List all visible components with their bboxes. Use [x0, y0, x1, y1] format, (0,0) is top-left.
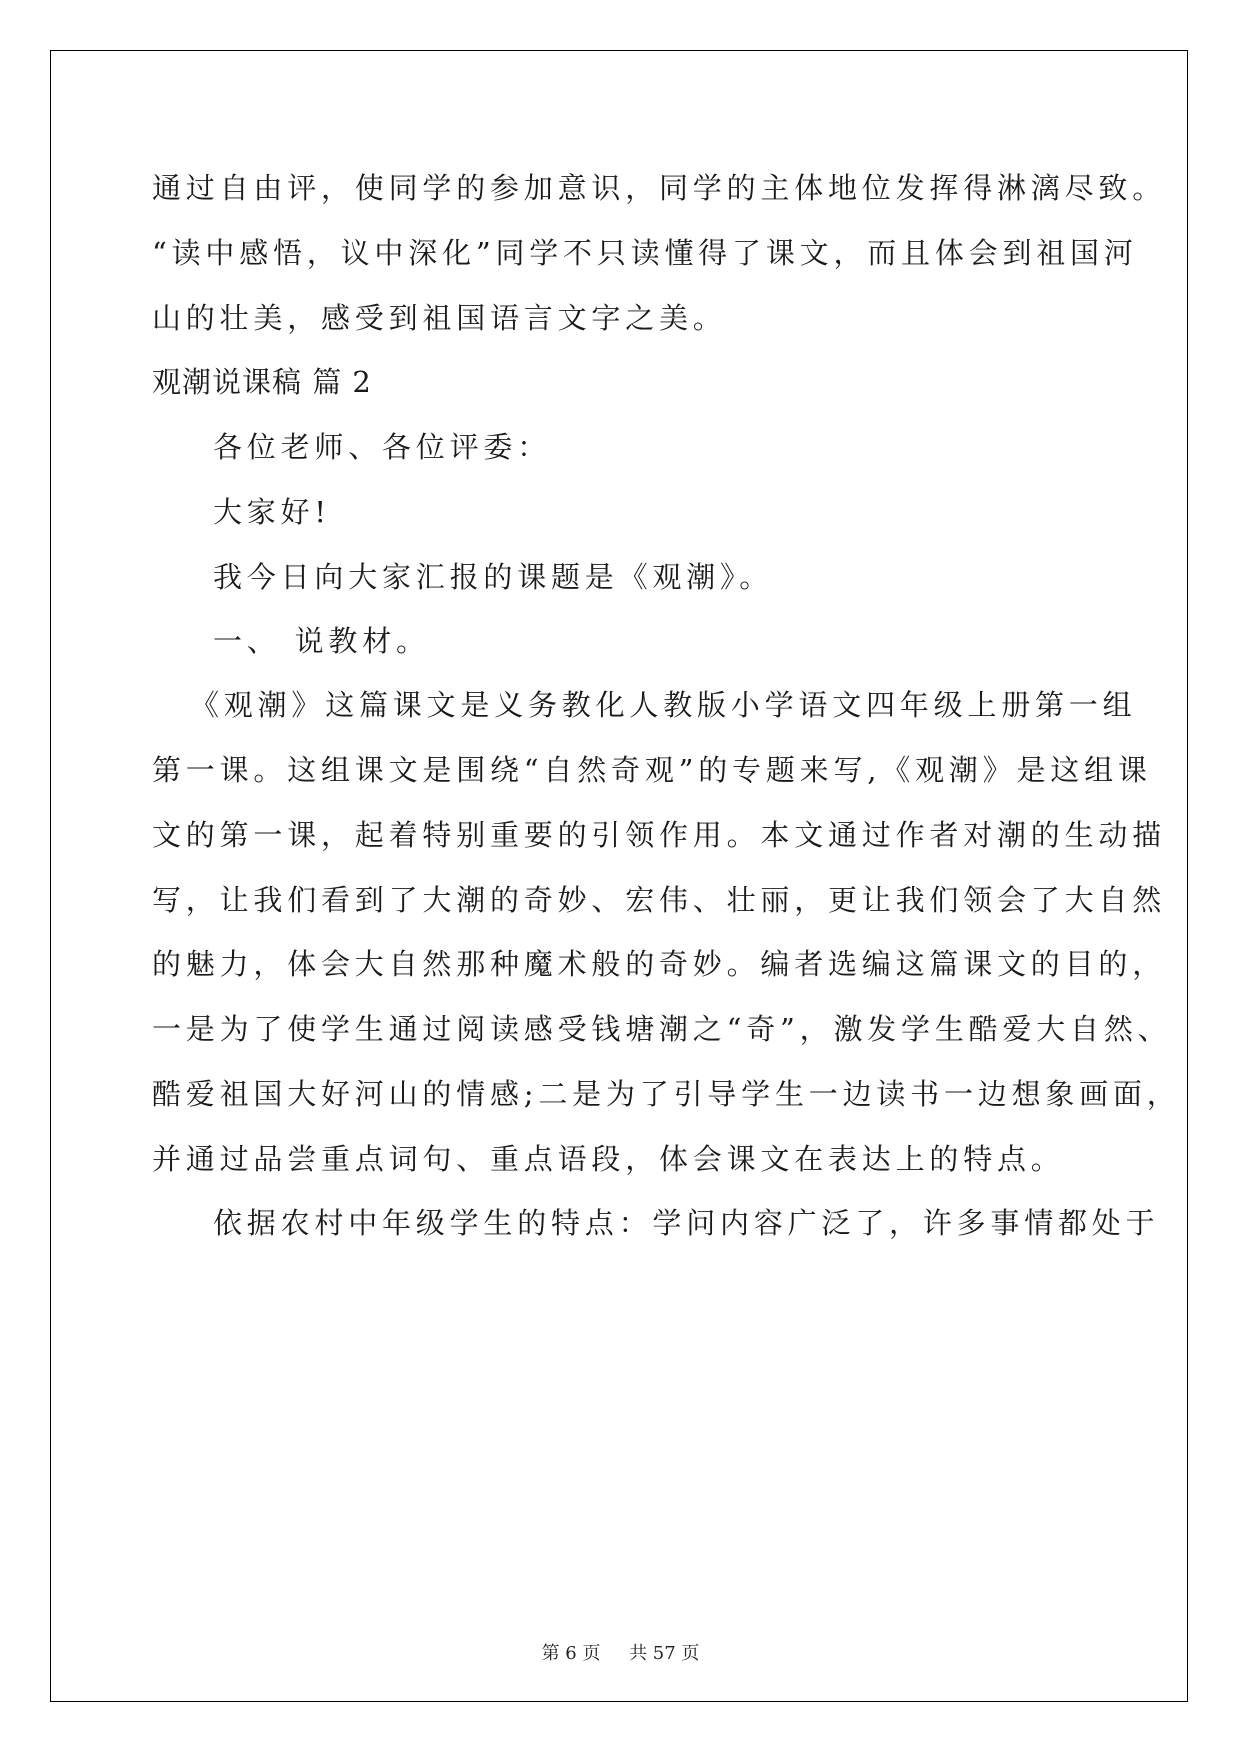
- body-line: “读中感悟，议中深化”同学不只读懂得了课文，而且体会到祖国河: [152, 236, 1138, 270]
- body-line: 酷爱祖国大好河山的情感;二是为了引导学生一边读书一边想象画面，: [152, 1077, 1181, 1111]
- salutation: 各位老师、各位评委：: [213, 430, 552, 464]
- subsection-heading: 一、 说教材。: [213, 624, 430, 658]
- body-line: 依据农村中年级学生的特点：学问内容广泛了，许多事情都处于: [213, 1206, 1160, 1240]
- body-line: 我今日向大家汇报的课题是《观潮》。: [213, 560, 774, 594]
- body-line: 的魅力，体会大自然那种魔术般的奇妙。编者选编这篇课文的目的，: [152, 947, 1167, 981]
- body-line: 山的壮美，感受到祖国语言文字之美。: [152, 301, 727, 335]
- page-number: 第 6 页: [541, 1643, 601, 1664]
- section-heading: 观潮说课稿 篇 2: [152, 365, 372, 399]
- body-line: 第一课。这组课文是围绕“自然奇观”的专题来写,《观潮》是这组课: [152, 753, 1152, 787]
- page-footer: [0, 1642, 1241, 1666]
- body-line: 并通过品尝重点词句、重点语段，体会课文在表达上的特点。: [152, 1142, 1065, 1176]
- body-line: 《观潮》这篇课文是义务教化人教版小学语文四年级上册第一组: [190, 688, 1137, 722]
- greeting: 大家好!: [213, 495, 331, 529]
- body-line: 一是为了使学生通过阅读感受钱塘潮之“奇”，激发学生酷爱大自然、: [152, 1012, 1172, 1046]
- body-line: 通过自由评，使同学的参加意识，同学的主体地位发挥得淋漓尽致。: [152, 171, 1167, 205]
- body-line: 文的第一课，起着特别重要的引领作用。本文通过作者对潮的生动描: [152, 818, 1167, 852]
- page-total: 共 57 页: [629, 1643, 700, 1664]
- body-line: 写，让我们看到了大潮的奇妙、宏伟、壮丽，更让我们领会了大自然: [152, 883, 1167, 917]
